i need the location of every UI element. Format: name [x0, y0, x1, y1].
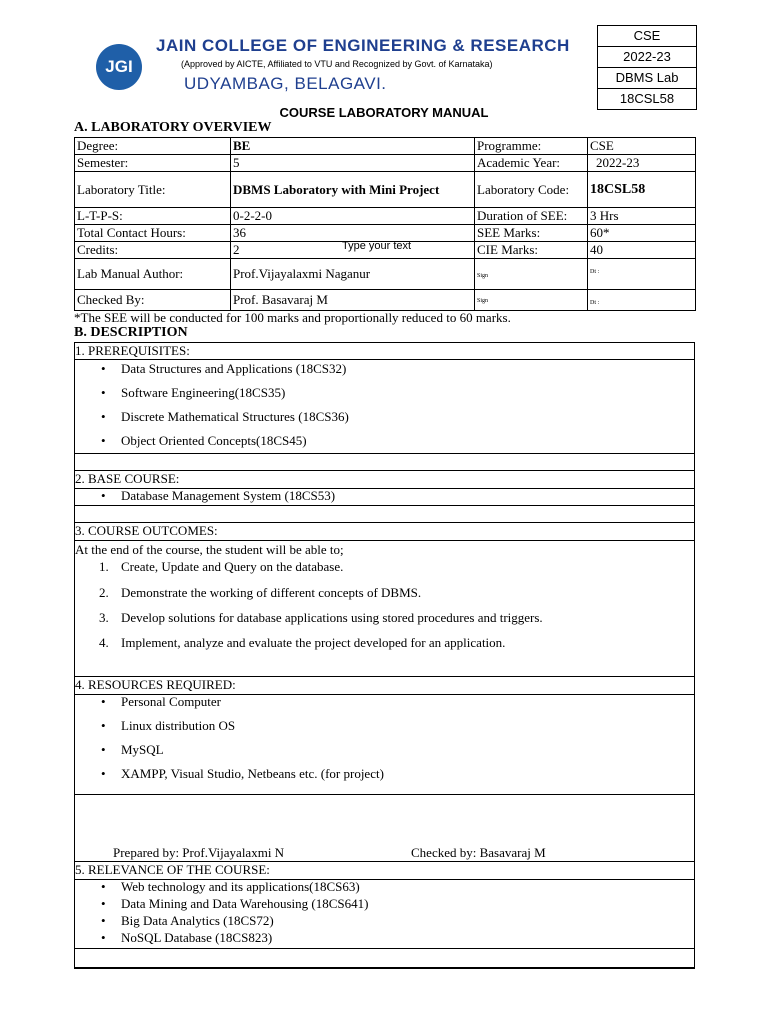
year-value: 2022-23 — [588, 155, 696, 172]
programme-value: CSE — [588, 138, 696, 155]
author-date: Dt : — [588, 259, 696, 290]
tag-year: 2022-23 — [598, 47, 696, 68]
prereq-label: 1. PREREQUISITES: — [75, 343, 190, 358]
hours-value: 36 — [231, 225, 475, 242]
credits-value: 2 — [231, 242, 475, 259]
bullet: • — [101, 896, 106, 911]
relevance-label: 5. RELEVANCE OF THE COURSE: — [75, 862, 270, 877]
college-location: UDYAMBAG, BELAGAVI. — [184, 74, 387, 93]
ltps-value: 0-2-2-0 — [231, 208, 475, 225]
outcome-item: Implement, analyze and evaluate the project developed for an application. — [121, 635, 506, 650]
description-box — [74, 342, 695, 968]
checked-date: Dt : — [588, 290, 696, 311]
see-marks-value: 60* — [588, 225, 696, 242]
outcome-item: Develop solutions for database applications using stored procedures and triggers. — [121, 610, 543, 625]
degree-label: Degree: — [75, 138, 231, 155]
programme-label: Programme: — [475, 138, 588, 155]
outcomes-intro: At the end of the course, the student will be able to; — [75, 542, 344, 557]
semester-value: 5 — [231, 155, 475, 172]
code-value: 18CSL58 — [588, 172, 696, 208]
checked-by: Checked by: Basavaraj M — [411, 845, 546, 860]
resource-item: Personal Computer — [121, 694, 222, 709]
description-heading: B. DESCRIPTION — [74, 325, 188, 340]
see-duration-label: Duration of SEE: — [475, 208, 588, 225]
bullet: • — [101, 409, 106, 424]
outcome-num: 2. — [99, 585, 109, 600]
base-course-label: 2. BASE COURSE: — [75, 471, 180, 486]
year-label: Academic Year: — [475, 155, 588, 172]
hours-label: Total Contact Hours: — [75, 225, 231, 242]
base-course-item: Database Management System (18CS53) — [121, 488, 336, 503]
relevance-item: Web technology and its applications(18CS63) — [121, 879, 360, 894]
outcomes-label: 3. COURSE OUTCOMES: — [75, 523, 218, 538]
bullet: • — [101, 488, 106, 503]
ltps-label: L-T-P-S: — [75, 208, 231, 225]
bullet: • — [101, 766, 106, 781]
resource-item: XAMPP, Visual Studio, Netbeans etc. (for project) — [121, 766, 384, 781]
relevance-item: Data Mining and Data Warehousing (18CS641) — [121, 896, 369, 911]
author-sign: Sign — [475, 259, 588, 290]
outcome-item: Demonstrate the working of different concepts of DBMS. — [121, 585, 422, 600]
bullet: • — [101, 930, 106, 945]
checked-value: Prof. Basavaraj M — [231, 290, 475, 311]
college-name: JAIN COLLEGE OF ENGINEERING & RESEARCH — [156, 36, 570, 55]
tag-dept: CSE — [598, 26, 696, 47]
approval-note: (Approved by AICTE, Affiliated to VTU and Recognized by Govt. of Karnataka) — [181, 59, 493, 69]
see-note: *The SEE will be conducted for 100 marks and proportionally reduced to 60 marks. — [74, 310, 511, 325]
outcome-item: Create, Update and Query on the database. — [121, 559, 344, 574]
cie-marks-value: 40 — [588, 242, 696, 259]
bullet: • — [101, 718, 106, 733]
bullet: • — [101, 433, 106, 448]
title-label: Laboratory Title: — [75, 172, 231, 208]
resource-item: MySQL — [121, 742, 164, 757]
relevance-item: Big Data Analytics (18CS72) — [121, 913, 274, 928]
see-duration-value: 3 Hrs — [588, 208, 696, 225]
manual-title: COURSE LABORATORY MANUAL — [279, 105, 489, 120]
author-label: Lab Manual Author: — [75, 259, 231, 290]
outcome-num: 1. — [99, 559, 109, 574]
bullet: • — [101, 879, 106, 894]
overview-heading: A. LABORATORY OVERVIEW — [74, 120, 272, 135]
author-value: Prof.Vijayalaxmi Naganur — [231, 259, 475, 290]
degree-value: BE — [231, 138, 475, 155]
relevance-item: NoSQL Database (18CS823) — [121, 930, 273, 945]
bullet: • — [101, 694, 106, 709]
prereq-item: Object Oriented Concepts(18CS45) — [121, 433, 307, 448]
tag-code: 18CSL58 — [619, 91, 675, 106]
college-logo: JGI — [96, 44, 142, 90]
footer-rule — [74, 968, 695, 969]
outcome-num: 3. — [99, 610, 109, 625]
course-tag-box — [597, 25, 697, 110]
resource-item: Linux distribution OS — [121, 718, 236, 733]
tag-lab: DBMS Lab — [598, 68, 696, 89]
credits-label: Credits: — [75, 242, 231, 259]
prereq-item: Discrete Mathematical Structures (18CS36) — [121, 409, 349, 424]
prereq-item: Data Structures and Applications (18CS32) — [121, 361, 347, 376]
type-your-text-placeholder[interactable]: Type your text — [342, 240, 412, 252]
semester-label: Semester: — [75, 155, 231, 172]
outcome-num: 4. — [99, 635, 109, 650]
bullet: • — [101, 913, 106, 928]
see-marks-label: SEE Marks: — [475, 225, 588, 242]
overview-table — [74, 137, 696, 311]
cie-marks-label: CIE Marks: — [475, 242, 588, 259]
code-label: Laboratory Code: — [475, 172, 588, 208]
resources-label: 4. RESOURCES REQUIRED: — [75, 677, 236, 692]
bullet: • — [101, 361, 106, 376]
checked-sign: Sign — [475, 290, 588, 311]
bullet: • — [101, 385, 106, 400]
bullet: • — [101, 742, 106, 757]
prepared-by: Prepared by: Prof.Vijayalaxmi N — [113, 845, 285, 860]
title-value: DBMS Laboratory with Mini Project — [231, 172, 475, 208]
prereq-item: Software Engineering(18CS35) — [121, 385, 286, 400]
checked-label: Checked By: — [75, 290, 231, 311]
